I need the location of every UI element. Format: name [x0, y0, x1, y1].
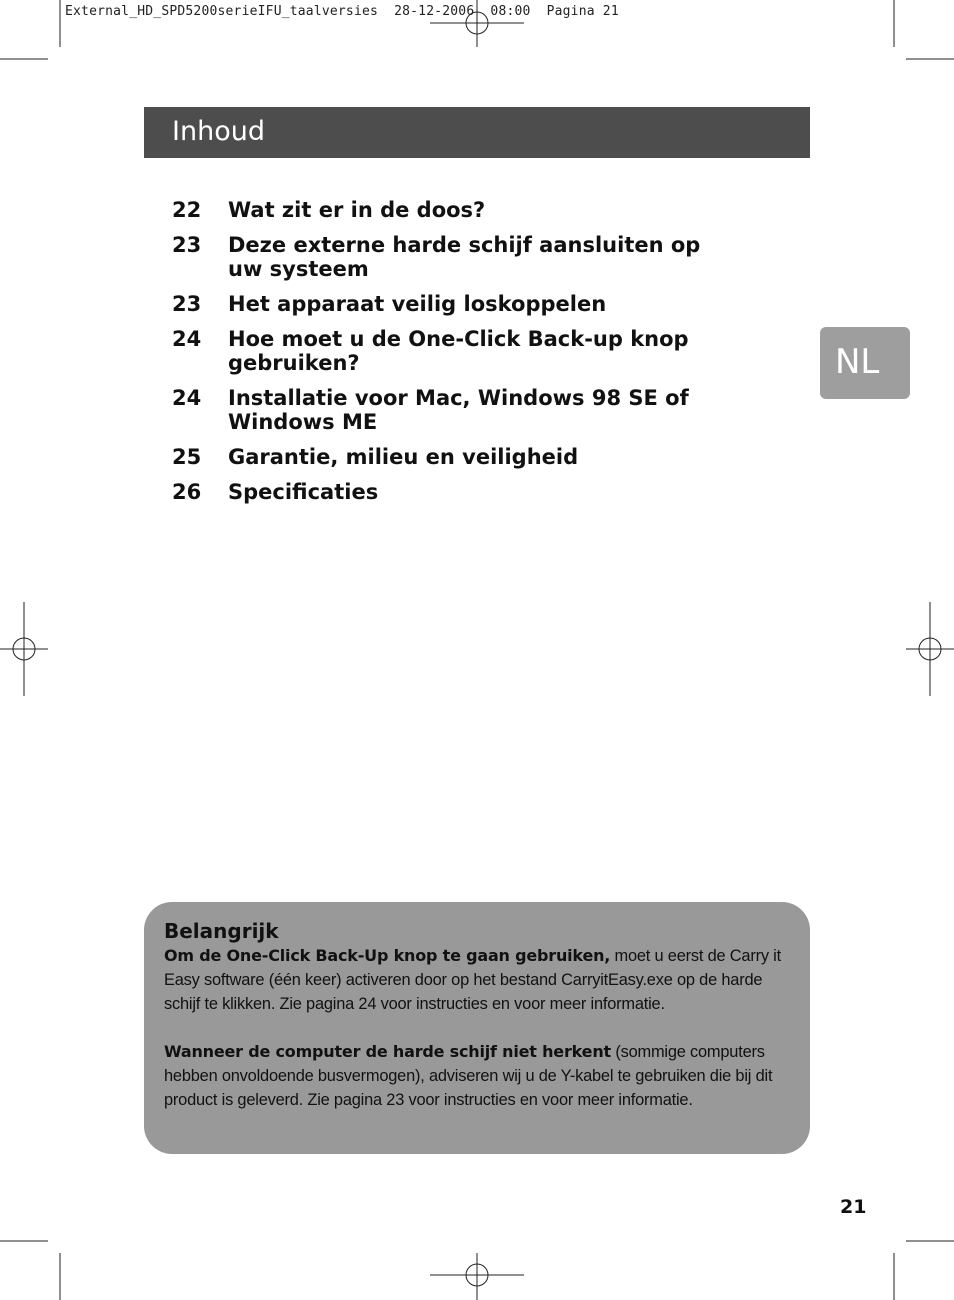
- toc-page-number: 22: [172, 198, 202, 222]
- page-title: Inhoud: [172, 116, 265, 147]
- important-notice: [144, 902, 810, 1154]
- toc-item[interactable]: [172, 327, 732, 375]
- notice-paragraph: [164, 944, 790, 1016]
- notice-text: moet u eerst de Carry it Easy software (één keer) activeren door op het bestand CarryitEasy.exe op de harde schijf te klikken. Zie pagina 24 voor instructies en voor meer informatie.: [164, 947, 781, 1013]
- toc-title: Hoe moet u de One-Click Back-up knop gebruiken?: [228, 327, 689, 375]
- toc-page-number: 25: [172, 445, 202, 469]
- notice-bold-lead: Om de One-Click Back-Up knop te gaan gebruiken,: [164, 946, 611, 965]
- toc-item[interactable]: [172, 386, 732, 434]
- header-banner: [144, 107, 810, 158]
- notice-paragraph: [164, 1040, 790, 1112]
- toc-page-number: 24: [172, 386, 202, 410]
- toc-page-number: 24: [172, 327, 202, 351]
- toc-item[interactable]: [172, 198, 732, 222]
- toc-item[interactable]: [172, 292, 732, 316]
- toc-item[interactable]: [172, 480, 732, 504]
- print-slug: External_HD_SPD5200serieIFU_taalversies 28-12-2006 08:00 Pagina 21: [65, 4, 619, 19]
- toc-page-number: 23: [172, 292, 202, 316]
- toc-title: Wat zit er in de doos?: [228, 198, 486, 222]
- page-number: 21: [840, 1196, 867, 1218]
- table-of-contents: [172, 198, 732, 515]
- toc-title: Installatie voor Mac, Windows 98 SE of Windows ME: [228, 386, 689, 434]
- toc-title: Het apparaat veilig loskoppelen: [228, 292, 607, 316]
- toc-item[interactable]: [172, 445, 732, 469]
- language-tab: [820, 327, 910, 399]
- notice-heading: Belangrijk: [164, 919, 279, 943]
- toc-item[interactable]: [172, 233, 732, 281]
- toc-page-number: 23: [172, 233, 202, 257]
- toc-page-number: 26: [172, 480, 202, 504]
- toc-title: Garantie, milieu en veiligheid: [228, 445, 579, 469]
- language-label: NL: [835, 342, 880, 382]
- toc-title: Deze externe harde schijf aansluiten op uw systeem: [228, 233, 701, 281]
- toc-title: Specificaties: [228, 480, 379, 504]
- notice-text: (sommige computers hebben onvoldoende busvermogen), adviseren wij u de Y-kabel te gebruiken die bij dit product is geleverd. Zie pagina 23 voor instructies en voor meer informatie.: [164, 1043, 773, 1109]
- notice-bold-lead: Wanneer de computer de harde schijf niet herkent: [164, 1042, 611, 1061]
